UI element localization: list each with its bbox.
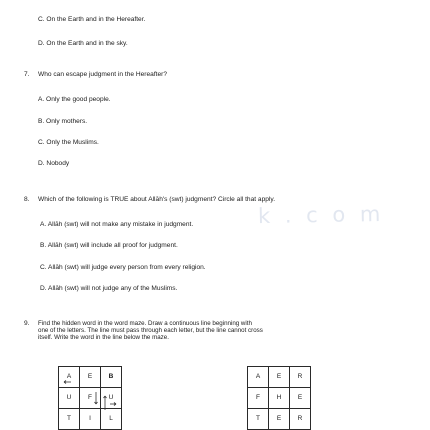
maze-right-cell: R (290, 367, 311, 388)
question-7-option-a: A. Only the good people. (38, 96, 111, 103)
question-8-option-a: A. Allāh (swt) will not make any mistake in judgment. (40, 221, 194, 228)
question-9-number: 9. (24, 320, 30, 327)
option-d-prev: D. On the Earth and in the sky. (38, 40, 128, 47)
question-7-text: Who can escape judgment in the Hereafter? (38, 71, 168, 78)
maze-left-cell: I (80, 409, 101, 430)
maze-right-cell: E (269, 409, 290, 430)
maze-left-cell: U (101, 388, 122, 409)
question-7-option-c: C. Only the Muslims. (38, 139, 99, 146)
maze-left-cell: B (101, 367, 122, 388)
maze-left-cell: E (80, 367, 101, 388)
maze-right-cell: E (290, 388, 311, 409)
question-7-option-d: D. Nobody (38, 160, 70, 167)
watermark: k . c o m (257, 201, 385, 229)
maze-path-arrows (58, 366, 124, 430)
maze-right-cell: H (269, 388, 290, 409)
question-8-text: Which of the following is TRUE about Allāh's (swt) judgment? Circle all that apply. (38, 196, 276, 203)
maze-right-cell: A (248, 367, 269, 388)
question-9-line-1: Find the hidden word in the word maze. Draw a continuous line beginning with (38, 320, 252, 327)
maze-right-cell: T (248, 409, 269, 430)
maze-right-cell: R (290, 409, 311, 430)
question-9-line-2: one of the letters. The line must pass through each letter, but the line cannot cross (38, 327, 263, 334)
question-8-option-d: D. Allāh (swt) will not judge any of the Muslims. (40, 285, 178, 292)
maze-right-cell: E (269, 367, 290, 388)
word-maze-right (247, 366, 311, 430)
maze-left-cell: T (59, 409, 80, 430)
question-8-number: 8. (24, 196, 30, 203)
maze-left-cell: A (59, 367, 80, 388)
option-c-prev: C. On the Earth and in the Hereafter. (38, 16, 146, 23)
maze-right-cell: F (248, 388, 269, 409)
question-7-option-b: B. Only mothers. (38, 118, 88, 125)
maze-left-cell: L (101, 409, 122, 430)
maze-left-cell: U (59, 388, 80, 409)
question-8-option-b: B. Allāh (swt) will include all proof for judgment. (40, 242, 178, 249)
question-9-line-3: itself. Write the word in the line below the maze. (38, 334, 169, 341)
maze-left-cell: F (80, 388, 101, 409)
question-7-number: 7. (24, 71, 30, 78)
question-8-option-c: C. Allāh (swt) will judge every person from every religion. (40, 264, 206, 271)
